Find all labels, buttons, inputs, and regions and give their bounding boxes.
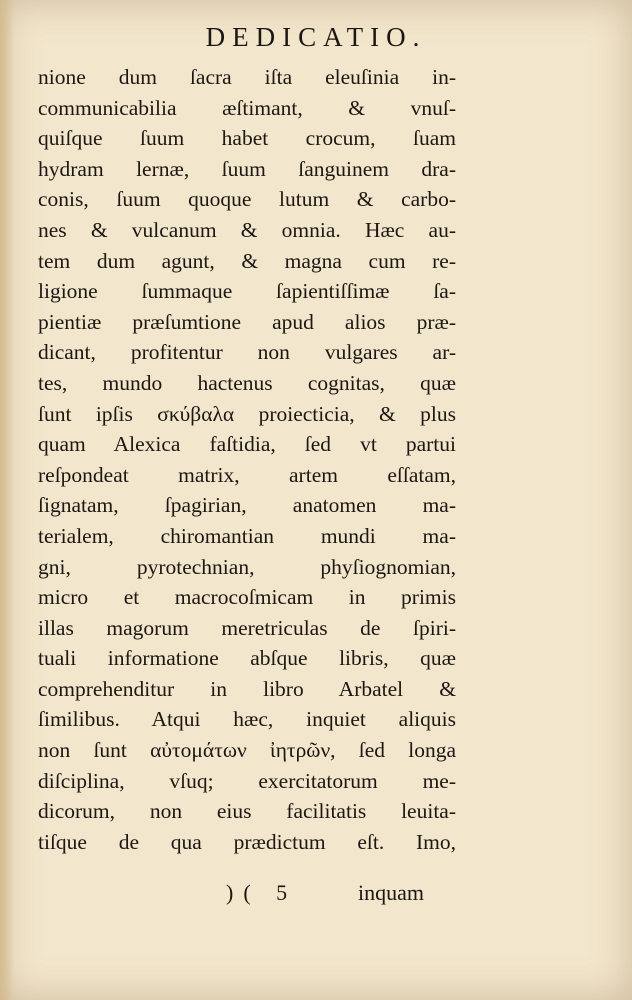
running-head: DEDICATIO. <box>205 22 427 52</box>
text-line: dicorum, non eius facilitatis leuita- <box>38 799 456 824</box>
page-footer <box>0 880 632 910</box>
text-line: illas magorum meretriculas de ſpiri- <box>38 615 456 640</box>
text-line: nes & vulcanum & omnia. Hæc au- <box>38 217 456 242</box>
text-line: hydram lernæ, ſuum ſanguinem dra- <box>38 156 456 181</box>
text-line: quam Alexica faſtidia, ſed vt partui <box>38 432 456 457</box>
text-line: tes, mundo hactenus cognitas, quæ <box>38 370 456 395</box>
signature-mark: )( 5 <box>226 880 298 905</box>
text-line: micro et macrocoſmicam in primis <box>38 585 456 610</box>
text-line: communicabilia æſtimant, & vnuſ- <box>38 95 456 120</box>
text-line: dicant, profitentur non vulgares ar- <box>38 340 456 365</box>
text-line: non ſunt αὐτομάτων ἰητρῶν, ſed longa <box>38 738 456 763</box>
text-line: terialem, chiromantian mundi ma- <box>38 523 456 548</box>
text-line: pientiæ præſumtione apud alios præ- <box>38 309 456 334</box>
body-text <box>38 62 456 857</box>
text-line: reſpondeat matrix, artem eſſatam, <box>38 462 456 487</box>
text-line: tem dum agunt, & magna cum re- <box>38 248 456 273</box>
text-line: tuali informatione abſque libris, quæ <box>38 646 456 671</box>
text-line: ſignatam, ſpagirian, anatomen ma- <box>38 493 456 518</box>
text-line: gni, pyrotechnian, phyſiognomian, <box>38 554 456 579</box>
text-line: ſimilibus. Atqui hæc, inquiet aliquis <box>38 707 456 732</box>
text-line: quiſque ſuum habet crocum, ſuam <box>38 126 456 151</box>
page-gutter-shadow <box>0 0 14 1000</box>
text-line: nione dum ſacra iſta eleuſinia in- <box>38 65 456 89</box>
text-line: comprehenditur in libro Arbatel & <box>38 676 456 701</box>
text-line: tiſque de qua prædictum eſt. Imo, <box>38 829 456 854</box>
text-line: diſciplina, vſuq; exercitatorum me- <box>38 768 456 793</box>
text-line: conis, ſuum quoque lutum & carbo- <box>38 187 456 212</box>
text-line: ligione ſummaque ſapientiſſimæ ſa- <box>38 279 456 304</box>
text-line: ſunt ipſis σκύβαλα proiecticia, & plus <box>38 401 456 426</box>
catchword: inquam <box>358 880 424 905</box>
